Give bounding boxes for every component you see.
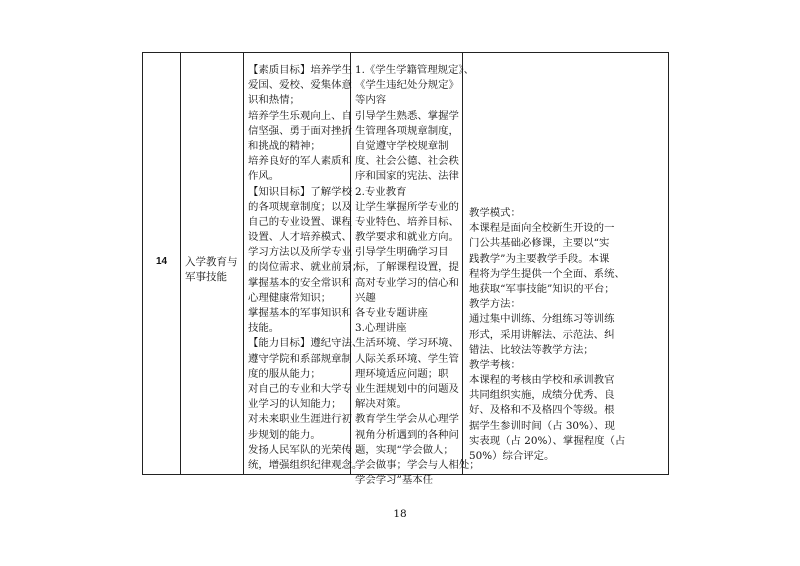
text-line: 技能。 <box>248 322 280 335</box>
methods-cell <box>463 53 670 474</box>
text-line: 教学考核： <box>469 358 521 371</box>
text-line: 对未来职业生涯进行初 <box>248 413 352 426</box>
text-line: 自觉遵守学校规章制 <box>355 139 449 152</box>
number-cell <box>143 53 181 474</box>
text-line: 学会做事；学会与人相处； <box>355 458 480 471</box>
text-line: 【能力目标】遵纪守法、 <box>248 337 363 350</box>
text-line: 《学生违纪处分规定》 <box>355 79 459 92</box>
page-number: 18 <box>393 508 407 520</box>
text-line: 教学方法： <box>469 298 521 311</box>
text-line: 践教学”为主要教学手段。本课 <box>469 252 610 265</box>
content-cell <box>351 53 480 487</box>
text-line: 对自己的专业和大学专 <box>248 382 352 395</box>
text-line: 3.心理讲座 <box>355 322 407 335</box>
text-line: 培养良好的军人素质和 <box>248 155 352 168</box>
text-line: 高对专业学习的信心和 <box>355 276 459 289</box>
text-line: 掌握基本的军事知识和 <box>248 307 352 319</box>
text-line: 生管理各项规章制度， <box>355 124 459 137</box>
text-line: 2.专业教育 <box>355 185 407 198</box>
text-line: 解决对策。 <box>355 398 407 411</box>
text-line: 设置、人才培养模式、 <box>248 231 352 244</box>
text-line: 地获取“军事技能”知识的平台； <box>469 282 615 295</box>
methods-text <box>469 206 666 464</box>
text-line: 教学模式： <box>469 207 521 219</box>
text-line: 信坚强、勇于面对挫折 <box>248 124 352 137</box>
text-line: 爱国、爱校、爱集体意 <box>248 79 352 92</box>
text-line: 专业特色、培养目标、 <box>355 215 459 228</box>
text-line: 本课程是面向全校新生开设的一 <box>469 222 615 235</box>
text-line: 共同组织实施，成绩分优秀、良 <box>469 389 615 402</box>
text-line: 度的服从能力； <box>248 367 321 380</box>
text-line: 实表现（占 20%）、掌握程度（占 <box>469 434 626 447</box>
course-name: 入学教育与 军事技能 <box>185 256 238 283</box>
subject-cell <box>181 53 244 474</box>
text-line: 程将为学生提供一个全面、系统、 <box>469 267 625 280</box>
text-line: 自己的专业设置、课程 <box>248 215 352 228</box>
text-line: 等内容 <box>355 94 387 107</box>
text-line: 遵守学院和系部规章制 <box>248 352 352 365</box>
text-line: 引导学生熟悉、掌握学 <box>355 109 459 122</box>
text-line: 步规划的能力。 <box>248 428 321 441</box>
text-line: 50%）综合评定。 <box>469 450 555 462</box>
text-line: 错法、比较法等教学方法； <box>469 343 594 356</box>
text-line: 【素质目标】培养学生 <box>248 64 352 76</box>
text-line: 业学习的认知能力； <box>248 398 342 411</box>
text-line: 据学生参训时间（占 30%）、现 <box>469 419 615 432</box>
text-line: 本课程的考核由学校和承训教官 <box>469 374 615 387</box>
text-line: 各专业专题讲座 <box>355 307 428 319</box>
text-line: 通过集中训练、分组练习等训练 <box>469 313 615 326</box>
row-number: 14 <box>155 256 168 267</box>
course-table <box>142 52 669 487</box>
text-line: 统，增强组织纪律观念。 <box>248 458 363 471</box>
text-line: 掌握基本的安全常识和 <box>248 276 352 289</box>
text-line: 引导学生明确学习目 <box>355 246 449 259</box>
text-line: 让学生掌握所学专业的 <box>355 200 459 213</box>
text-line: 1.《学生学籍管理规定》、 <box>355 64 475 76</box>
text-line: 序和国家的宪法、法律 <box>355 170 459 183</box>
text-line: 【知识目标】了解学校 <box>248 185 352 198</box>
text-line: 发扬人民军队的光荣传 <box>248 443 352 456</box>
text-line: 培养学生乐观向上、自 <box>248 109 352 122</box>
text-line: 心理健康常知识； <box>248 291 332 304</box>
objectives-text <box>248 63 363 473</box>
text-line: 度、社会公德、社会秩 <box>355 155 459 168</box>
content-text <box>355 63 480 488</box>
text-line: 视角分析遇到的各种问 <box>355 428 459 441</box>
text-line: 的岗位需求、就业前景； <box>248 261 363 274</box>
text-line: 识和热情； <box>248 94 300 107</box>
text-line: 学习方法以及所学专业 <box>248 246 352 259</box>
text-line: 人际关系环境、学生管 <box>355 352 459 365</box>
text-line: 学会学习”基本任 <box>355 474 434 487</box>
text-line: 理环境适应问题；职 <box>355 367 449 380</box>
objectives-cell <box>244 53 363 474</box>
text-line: 教学要求和就业方向。 <box>355 231 459 244</box>
text-line: 标，了解课程设置，提 <box>355 261 459 274</box>
text-line: 好、及格和不及格四个等级。根 <box>469 404 615 417</box>
text-line: 兴趣 <box>355 291 376 304</box>
text-line: 题，实现“学会做人； <box>355 443 454 456</box>
text-line: 形式，采用讲解法、示范法、纠 <box>469 328 615 341</box>
text-line: 业生涯规划中的问题及 <box>355 382 459 395</box>
text-line: 生活环境、学习环境、 <box>355 337 459 350</box>
text-line: 门公共基础必修课，主要以“实 <box>469 237 610 250</box>
text-line: 和挑战的精神； <box>248 139 321 152</box>
text-line: 教育学生学会从心理学 <box>355 413 459 426</box>
text-line: 作风。 <box>248 170 280 183</box>
text-line: 的各项规章制度；以及 <box>248 200 352 213</box>
